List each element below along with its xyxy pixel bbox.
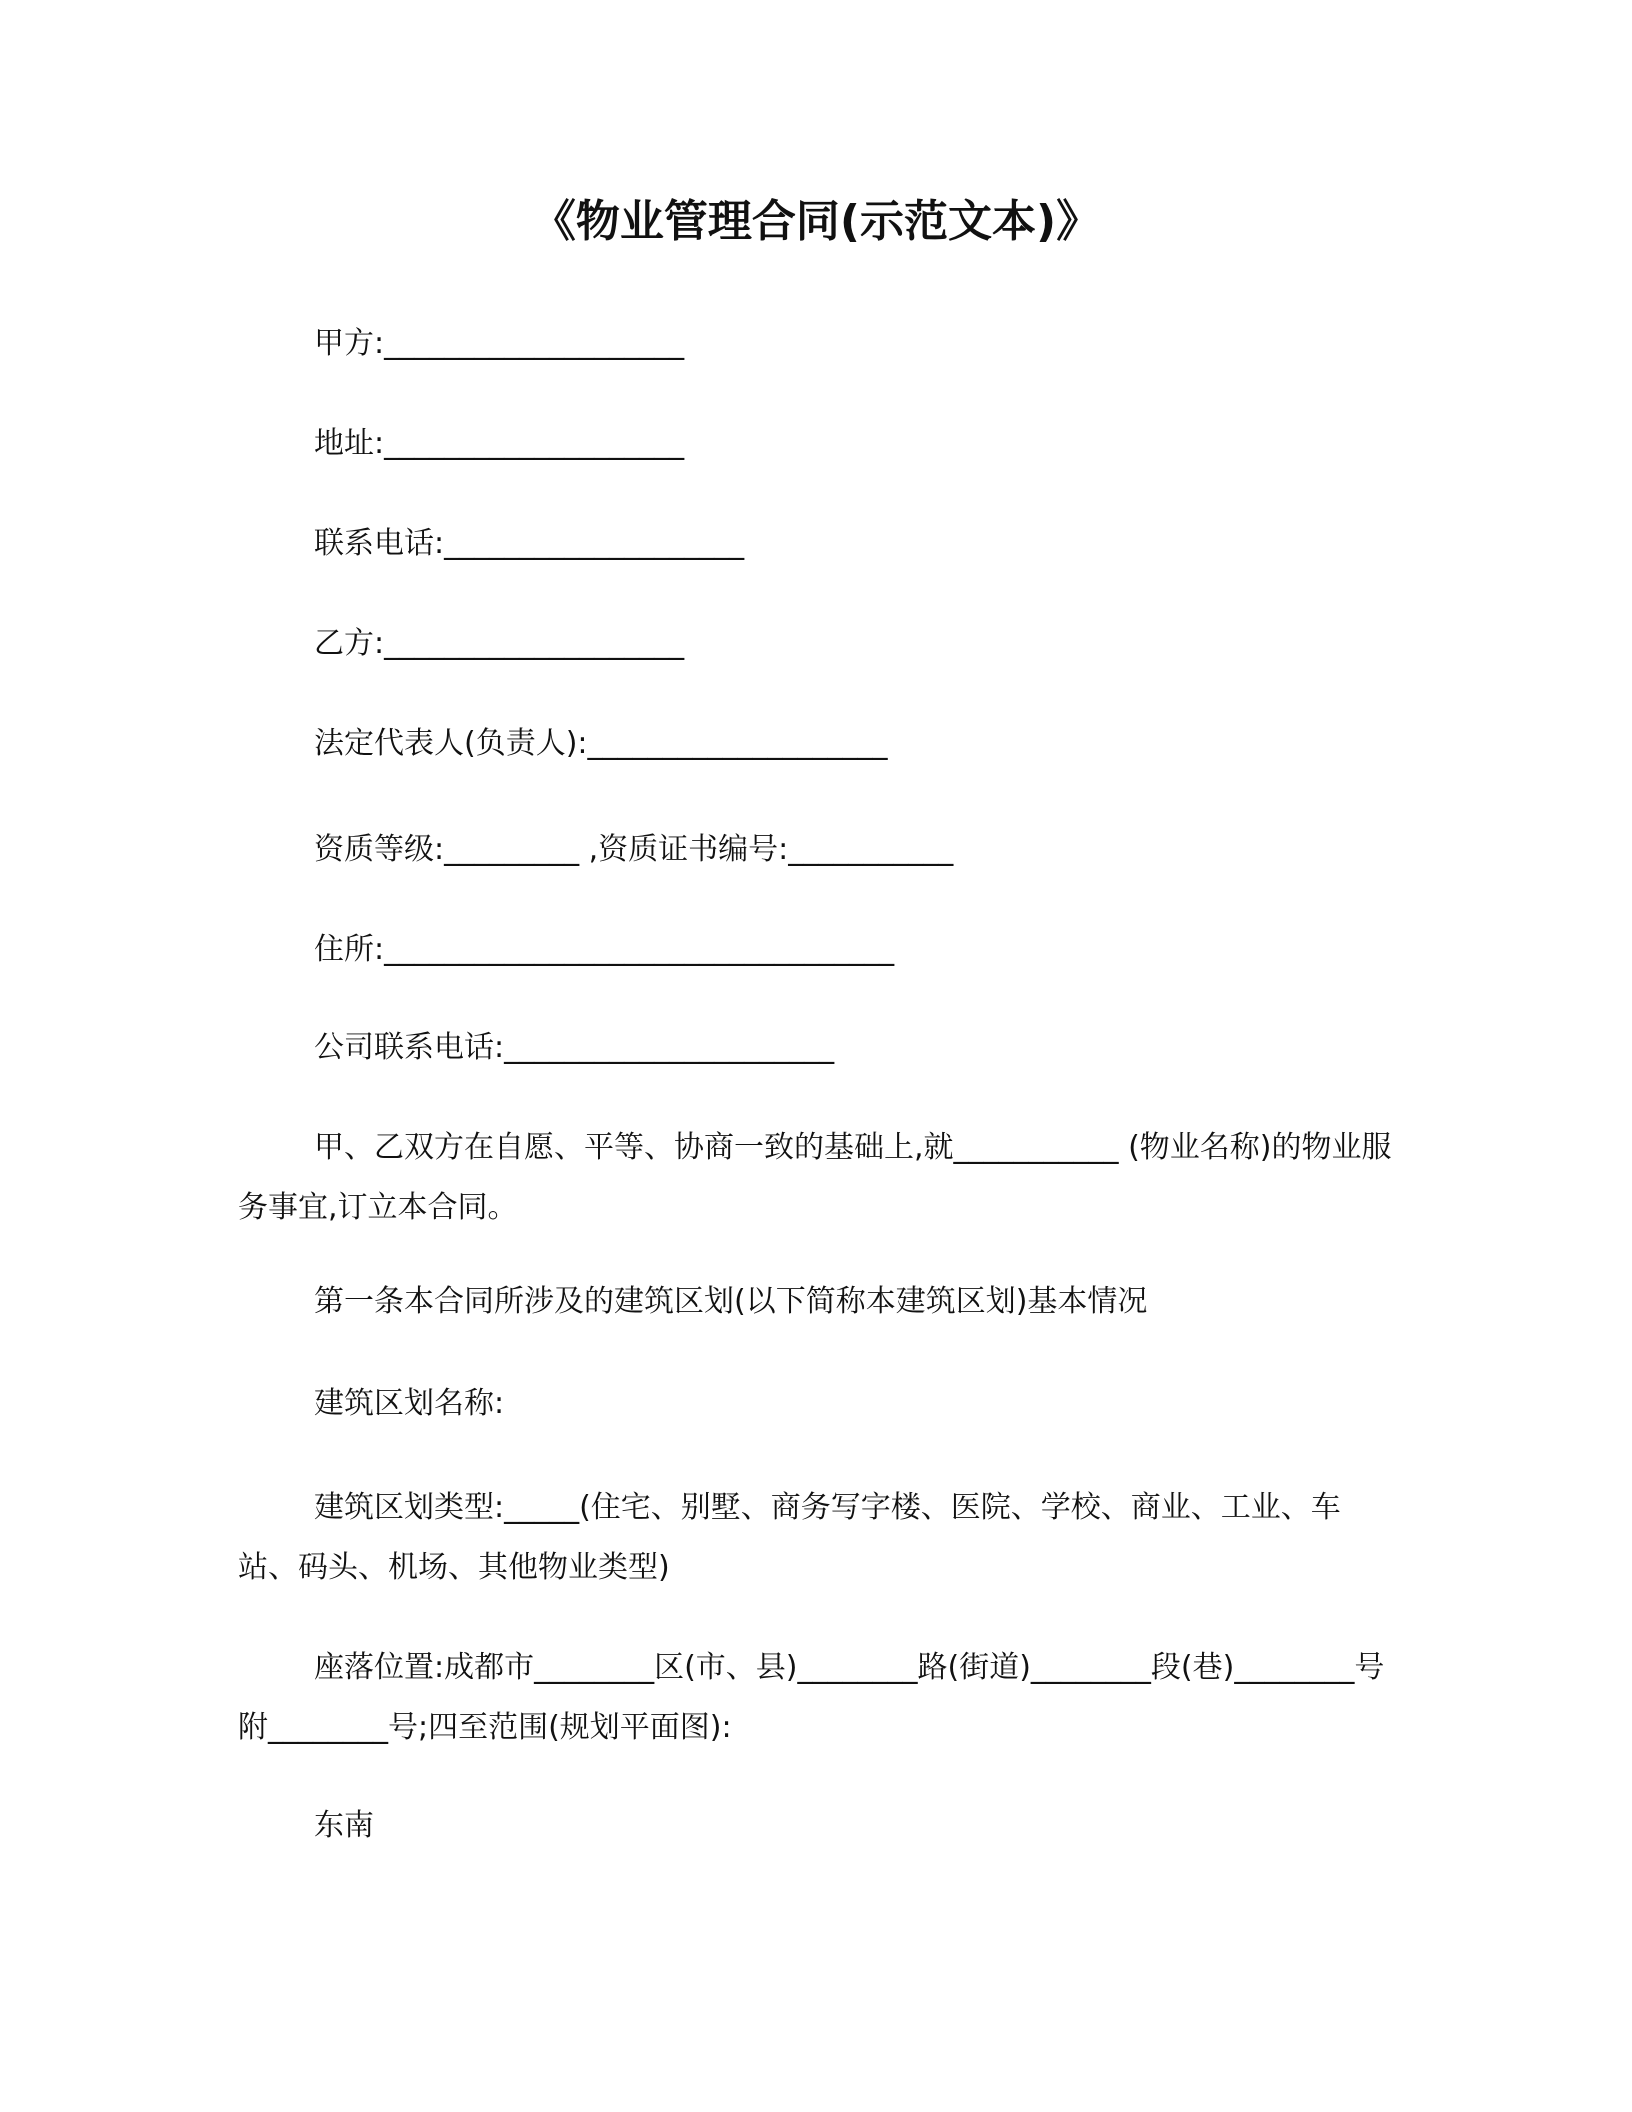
- directions-text: 东南: [314, 1808, 374, 1843]
- building-type-paragraph: 建筑区划类型:_____(住宅、别墅、商务写字楼、医院、学校、商业、工业、车站、码头、机场、其他物业类型): [238, 1490, 1341, 1585]
- legal-representative-field: 法定代表人(负责人):____________________: [314, 726, 888, 761]
- building-name-field: 建筑区划名称:: [314, 1386, 505, 1421]
- residence-field: 住所:__________________________________: [314, 932, 895, 967]
- company-phone-field: 公司联系电话:______________________: [314, 1030, 835, 1065]
- location-paragraph: 座落位置:成都市________区(市、县)________路(街道)________段(巷)________号附________号;四至范围(规划平面图):: [238, 1650, 1385, 1745]
- phone-field: 联系电话:____________________: [314, 526, 745, 561]
- qualification-field: 资质等级:_________ ,资质证书编号:___________: [314, 832, 954, 867]
- document-title: 《物业管理合同(示范文本)》: [531, 196, 1101, 247]
- article-1-heading: 第一条本合同所涉及的建筑区划(以下简称本建筑区划)基本情况: [314, 1284, 1148, 1319]
- address-field: 地址:____________________: [314, 426, 685, 461]
- party-a-field: 甲方:____________________: [314, 326, 685, 361]
- intro-paragraph: 甲、乙双方在自愿、平等、协商一致的基础上,就___________ (物业名称)的物业服务事宜,订立本合同。: [238, 1130, 1392, 1225]
- party-b-field: 乙方:____________________: [314, 626, 685, 661]
